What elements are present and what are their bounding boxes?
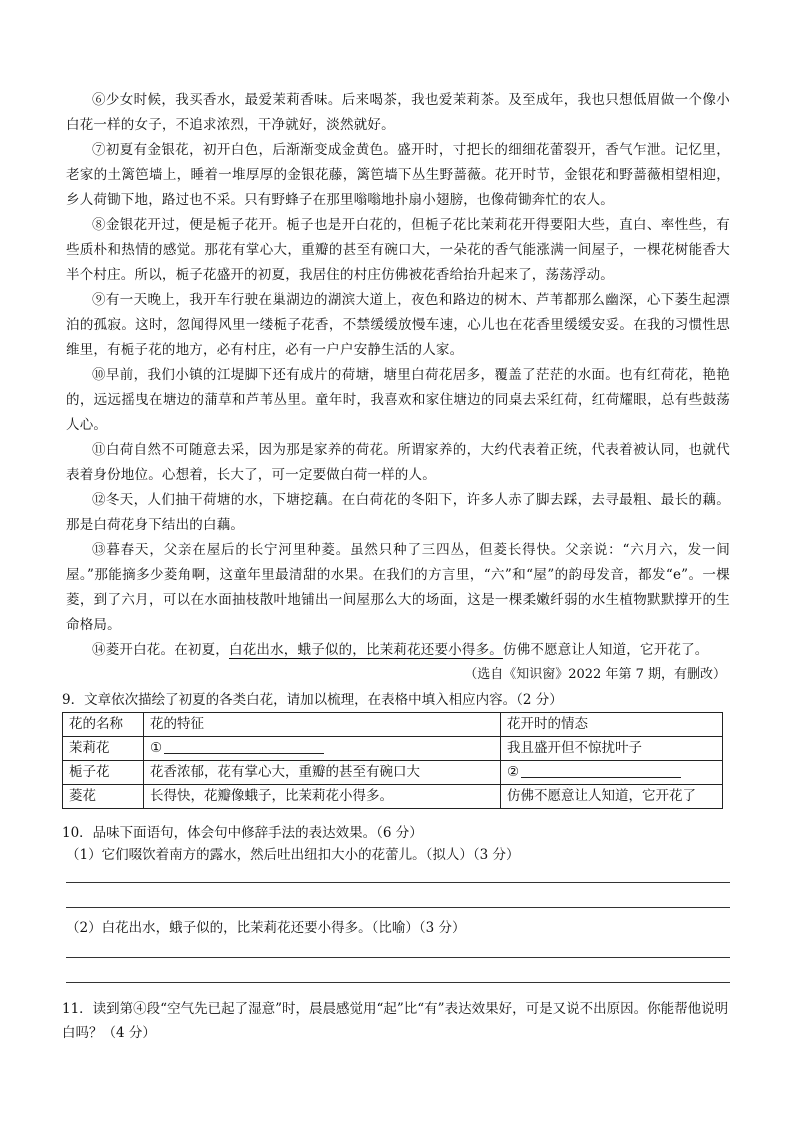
answer-blank-1[interactable] [164, 738, 324, 754]
table-header: 花的名称 [63, 713, 144, 737]
flower-name: 栀子花 [63, 761, 144, 785]
table-row [63, 737, 723, 761]
paragraph-11: ⑪白荷自然不可随意去采，因为那是家养的荷花。所谓家养的，大约代表着正统，代表着被认同，也就代表着身份地位。心想着，长大了，可一定要做白荷一样的人。 [66, 442, 730, 483]
paragraph-7: ⑦初夏有金银花，初开白色，后渐渐变成金黄色。盛开时，寸把长的细细花蕾裂开，香气乍泄。记忆里，老家的土篱笆墙上，睡着一堆厚厚的金银花藤，篱笆墙下丛生野蔷薇。花开时节，金银花和野蔷薇相望相迎，乡人荷锄下地，路过也不采。只有野蜂子在那里嗡嗡地扑扇小翅膀，也像荷锄奔忙的农人。 [66, 142, 730, 208]
answer-blank-2[interactable] [521, 762, 681, 778]
flower-table [62, 712, 723, 809]
flower-feature: 花香浓郁，花有掌心大，重瓣的甚至有碗口大 [144, 761, 501, 785]
question-10-sub-1: （1）它们啜饮着南方的露水，然后吐出纽扣大小的花蕾儿。（拟人）（3 分） [66, 847, 520, 863]
paragraph-6: ⑥少女时候，我买香水，最爱茉莉香味。后来喝茶，我也爱茉莉茶。及至成年，我也只想低眉做一个像小白花一样的女子，不追求浓烈，干净就好，淡然就好。 [66, 92, 730, 133]
paragraph-9: ⑨有一天晚上，我开车行驶在巢湖边的湖滨大道上，夜色和路边的树木、芦苇都那么幽深，心下萎生起漂泊的孤寂。这时，忽闻得风里一缕栀子花香，不禁缓缓放慢车速，心儿也在花香里缓缓安妥。在我的习惯性思维里，有栀子花的地方，必有村庄，必有一户户安静生活的人家。 [66, 292, 730, 358]
table-header: 花的特征 [144, 713, 501, 737]
flower-feature: 长得快，花瓣像蛾子，比茉莉花小得多。 [144, 785, 501, 809]
paragraph-10: ⑩早前，我们小镇的江堤脚下还有成片的荷塘，塘里白荷花居多，覆盖了茫茫的水面。也有红荷花，艳艳的，远远摇曳在塘边的蒲草和芦苇丛里。童年时，我喜欢和家住塘边的同桌去采红荷，红荷耀眼，总有些鼓荡人心。 [66, 367, 730, 433]
paragraph-13: ⑬暮春天，父亲在屋后的长宁河里种菱。虽然只种了三四丛，但菱长得快。父亲说：“六月六，发一间屋。”那能摘多少菱角啊，这童年里最清甜的水果。在我们的方言里，“六”和“屋”的韵母发音，都发“e”。一棵菱，到了六月，可以在水面抽枝散叶地铺出一间屋那么大的场面，这是一棵柔嫩纤弱的水生植物默默撑开的生命格局。 [66, 542, 730, 633]
answer-cell-2[interactable] [501, 761, 723, 785]
answer-line[interactable] [66, 982, 730, 983]
table-header: 花开时的情态 [501, 713, 723, 737]
flower-state: 我且盛开但不惊扰叶子 [501, 737, 723, 761]
flower-name: 茉莉花 [63, 737, 144, 761]
source-citation: （选自《知识窗》2022 年第 7 期，有删改） [464, 667, 726, 682]
paragraph-12: ⑫冬天，人们抽干荷塘的水，下塘挖藕。在白荷花的冬阳下，许多人赤了脚去踩，去寻最粗、最长的藕。那是白荷花身下结出的白藕。 [66, 492, 730, 533]
flower-name: 菱花 [63, 785, 144, 809]
paragraph-14-lead: ⑭菱开白花。在初夏， [92, 642, 229, 658]
table-row [63, 761, 723, 785]
answer-line[interactable] [66, 907, 730, 908]
answer-cell-1[interactable] [144, 737, 501, 761]
blank-marker: ② [507, 764, 520, 780]
question-11-stem: 11．读到第④段“空气先已起了湿意”时，晨晨感觉用“起”比“有”表达效果好，可是又说不出原因。你能帮他说明白吗？（4 分） [62, 1001, 729, 1041]
question-10-stem: 10．品味下面语句，体会句中修辞手法的表达效果。（6 分） [62, 825, 423, 841]
paragraph-8: ⑧金银花开过，便是栀子花开。栀子也是开白花的，但栀子花比茉莉花开得要阳大些，直白、率性些，有些质朴和热情的感觉。那花有掌心大，重瓣的甚至有碗口大，一朵花的香气能涨满一间屋子，一棵花树能香大半个村庄。所以，栀子花盛开的初夏，我居住的村庄仿佛被花香给抬升起来了，荡荡浮动。 [66, 217, 730, 283]
answer-line[interactable] [66, 957, 730, 958]
blank-marker: ① [150, 740, 163, 756]
question-10-sub-2: （2）白花出水，蛾子似的，比茉莉花还要小得多。（比喻）（3 分） [66, 920, 466, 936]
question-9-stem: 9．文章依次描绘了初夏的各类白花，请加以梳理，在表格中填入相应内容。（2 分） [62, 692, 563, 708]
paragraph-14-underlined: 白花出水，蛾子似的，比茉莉花还要小得多。 [229, 642, 503, 658]
flower-state: 仿佛不愿意让人知道，它开花了 [501, 785, 723, 809]
table-header-row [63, 713, 723, 737]
table-row [63, 785, 723, 809]
answer-line[interactable] [66, 882, 730, 883]
paragraph-14 [66, 638, 730, 663]
paragraph-14-tail: 仿佛不愿意让人知道，它开花了。 [503, 642, 709, 658]
